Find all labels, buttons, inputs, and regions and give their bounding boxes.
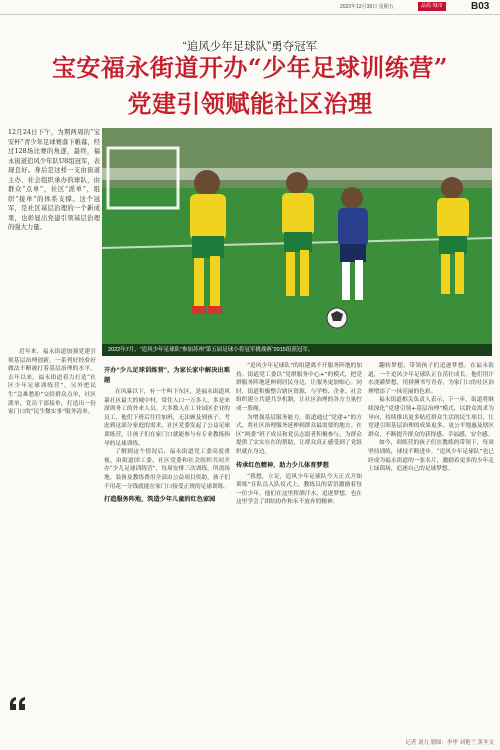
article-kicker: “追风少年足球队”勇夺冠军 [182, 41, 318, 53]
paragraph: 在风暴以下，有一个叫下东区，是福永街道风暴社区最大的城中村，常住人口一万多人，多是来深圳务工的外来人员。大多数人在工业园区企业的员工，他们下班后往往加班，无法顾及到孩子。考虑到这部分家庭的需求，社区党委发起了公益足球训练营，让孩子们在家门口就能参与有专业教练指导的足球训练。 [104, 389, 230, 447]
subheading-1: 开办“少儿足球训练营”，为家长家中解决出难题 [104, 367, 230, 384]
match-photo-illustration [102, 128, 492, 356]
page-masthead [0, 0, 500, 15]
paragraph: 如今，训练营的孩子们在教练的带领下，每周坚持训练，球技不断进步。“追风少年足球队”也已经成为福永街道的一张名片，激励着更多的少年走上绿茵场，追逐自己的足球梦想。 [368, 440, 494, 473]
page-number: B03 [471, 1, 490, 12]
headline-line-2: 党建引领赋能社区治理 [127, 89, 373, 118]
quote-icon [8, 696, 28, 712]
article-byline: 记者 刘力 制图：李华 刘艳兰 黄冬文 [405, 740, 494, 746]
paragraph: 翻转梦想，带领孩子们追逐梦想。在福永街道，一个追风少年足球队正在茁壮成长。他们用汗水浇灌梦想，用拼搏书写青春，为家门口的社区治理增添了一抹亮丽的色彩。 [368, 363, 494, 395]
photo-caption: 2022年7月，“追风少年足球队”参加苏州“第五届足球小将冠军挑战赛”2015组获冠军。 [102, 344, 492, 356]
text-column-1 [8, 348, 96, 417]
subheading-2: 打造服务阵地，筑造少年儿童的红色家园 [104, 496, 216, 504]
article-lede: 12月24日下午，为期两周的“宝安杯”青少年足球赛落下帷幕，经过128场比赛的角逐，最终，福永街道追风少年队U8组冠军，表现良好。身后是这样一支由街道主办、社会组织承办的球队，由群众“点单”，社区“派单”，组织“接单”的体系支撑。这个冠军，是社区基层治理的一个新成果，也彰显出党建引领基层治理的强大力量。 [8, 129, 100, 231]
paragraph: 为增强基层服务能力，街道通过“党建+”的方式，将社区治理服务延伸到群众最需要的地方。社区“两委”班子成员和党员志愿者积极参与，为群众提供了实实在在的帮助，让群众真正感受到了党组织就在身边。 [236, 414, 362, 455]
match-photo [102, 128, 492, 356]
paragraph: “追风少年足球队”的组建离不开服务阵地的加持。街道党工委以“党群服务中心+”的模式，把党群服务阵地延伸到居民身边，让服务更加贴心。同时，街道积极整合辖区资源，与学校、企业、社会组织建立共建共享机制，让社区治理的各方力量拧成一股绳。 [236, 363, 362, 412]
issue-date: 2022年12月30日 星期五 [340, 4, 394, 10]
headline-line-1: 宝安福永街道开办“少年足球训练营” [51, 53, 449, 82]
subheading-3: 传承红色精神，助力少儿体育梦想 [236, 461, 329, 469]
paragraph: “我想，立足，追风少年足球队今天正式开始训练”在队员入队仪式上，教练员的话语激励着每一位少年。他们在这里挥洒汗水、追逐梦想，也在这里学会了团结协作和永不放弃的精神。 [236, 473, 362, 506]
paragraph: 了解到这个情况后，福永街道党工委高度重视，由街道团工委、社区党委和社会组织共同开办“少儿足球训练营”，每周安排三次训练，所需场地、装备及教练费用全部由公益项目资助，孩子们不用花一分钱就能在家门口接受正规的足球训练。 [104, 449, 230, 490]
text-column-4 [368, 362, 494, 474]
section-tag: 品质·城市 [418, 2, 446, 11]
text-column-3 [236, 362, 362, 507]
text-column-2 [104, 362, 230, 507]
paragraph: 福永街道相关负责人表示，下一步，街道将继续深化“党建引领+基层治理”模式，以群众需求为导向，持续推出更多贴近群众生活的民生项目，让党建引领基层治理的成果更多、更公平地惠及辖区群众，不断提升群众的获得感、幸福感、安全感。 [368, 397, 494, 438]
paragraph: 近年来，福永街道加强党建引领基层治理创新，一系列好经验好做法不断被打着基层治理的水平。去年以来，福永街道着力打造“社区少年足球训练营”，另外把民生“急难愁盼”交给群众点单，社区派单、党员干部接单，打造出一份家门口的“民生微实事”服务清单。 [8, 349, 96, 416]
